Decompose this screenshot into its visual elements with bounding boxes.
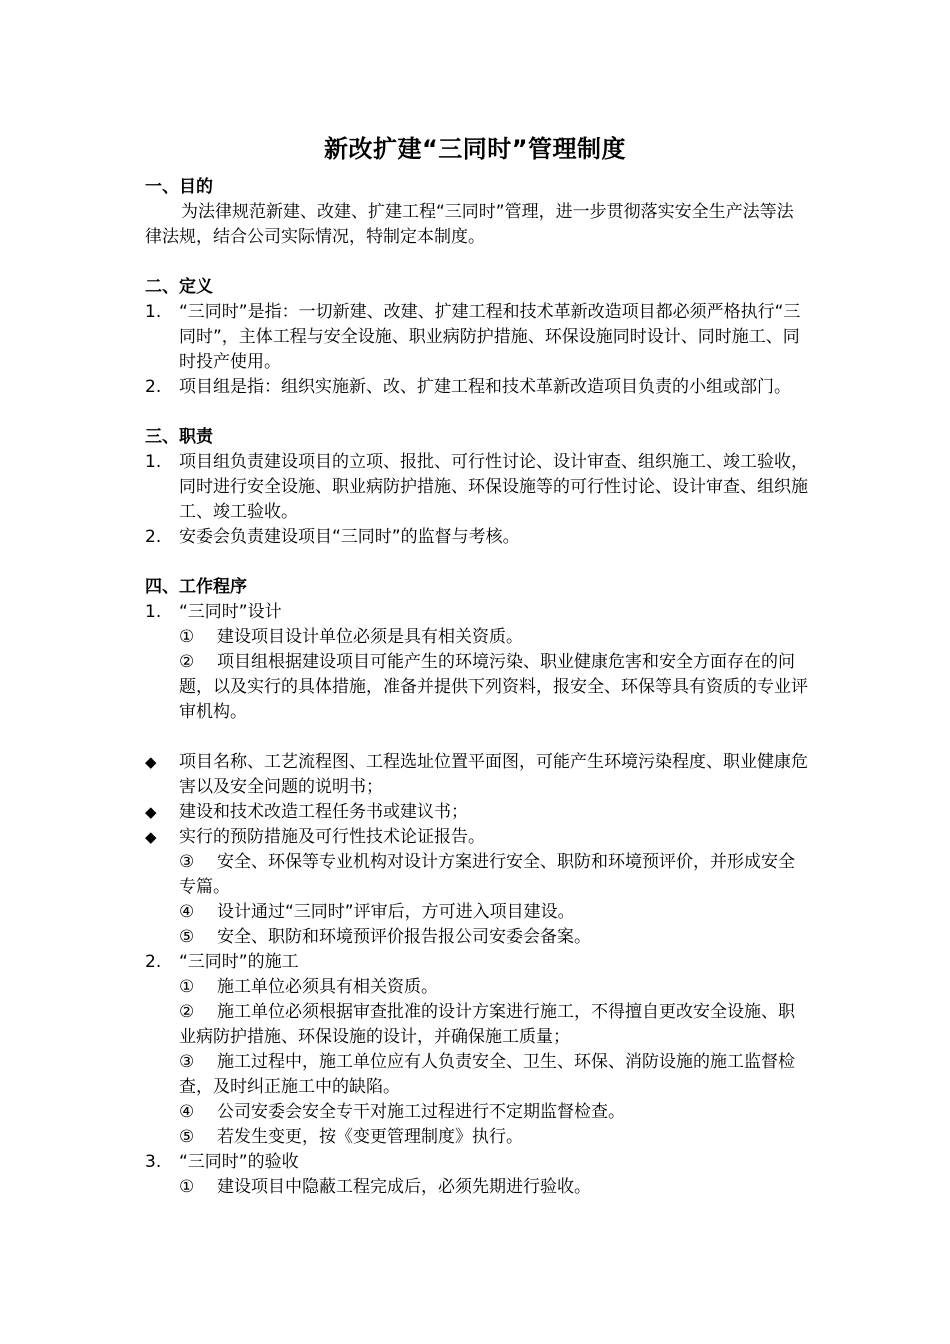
sub-item-marker: ③ [179, 1052, 195, 1072]
spacer [145, 725, 810, 750]
section-heading-responsibility: 三、职责 [145, 427, 213, 447]
bullet-text: 项目名称、工艺流程图、工程选址位置平面图，可能产生环境污染程度、职业健康危害以及安全问题的说明书； [179, 752, 808, 797]
sub-item [145, 850, 810, 900]
sub-item [145, 1175, 810, 1200]
sub-item-text: 施工过程中，施工单位应有人负责安全、卫生、环保、消防设施的施工监督检查，及时纠正施工中的缺陷。 [179, 1052, 795, 1097]
sub-item [145, 1050, 810, 1100]
bullet-item [145, 825, 810, 850]
sub-item-marker: ⑤ [179, 1127, 195, 1147]
sub-item-marker: ④ [179, 902, 195, 922]
item-text: “三同时”的验收 [179, 1152, 299, 1172]
sub-item-text: 安全、环保等专业机构对设计方案进行安全、职防和环境预评价，并形成安全专篇。 [179, 852, 795, 897]
document-title: 新改扩建“三同时”管理制度 [323, 135, 627, 163]
item-number: 2. [145, 377, 162, 397]
procedure-item-construction [145, 950, 810, 975]
sub-item-marker: ① [179, 977, 195, 997]
sub-item-marker: ⑤ [179, 927, 195, 947]
item-number: 2. [145, 527, 162, 547]
purpose-paragraph: 为法律规范新建、改建、扩建工程“三同时”管理，进一步贯彻落实安全生产法等法律法规，结合公司实际情况，特制定本制度。 [145, 202, 794, 247]
sub-item-marker: ③ [179, 852, 195, 872]
sub-item [145, 900, 810, 925]
section-heading-procedure: 四、工作程序 [145, 577, 247, 597]
bullet-text: 建设和技术改造工程任务书或建议书； [179, 802, 468, 822]
definition-item [145, 300, 810, 375]
definition-item [145, 375, 810, 400]
diamond-bullet-icon: ◆ [145, 753, 157, 771]
sub-item [145, 1125, 810, 1150]
diamond-bullet-icon: ◆ [145, 828, 157, 846]
procedure-item-acceptance [145, 1150, 810, 1175]
bullet-text: 实行的预防措施及可行性技术论证报告。 [179, 827, 485, 847]
item-number: 1. [145, 302, 162, 322]
sub-item-text: 安全、职防和环境预评价报告报公司安委会备案。 [217, 927, 591, 947]
item-text: 安委会负责建设项目“三同时”的监督与考核。 [179, 527, 520, 547]
sub-item-text: 项目组根据建设项目可能产生的环境污染、职业健康危害和安全方面存在的问题，以及实行的具体措施，准备并提供下列资料，报安全、环保等具有资质的专业评审机构。 [179, 652, 808, 722]
sub-item-marker: ① [179, 1177, 195, 1197]
section-heading-definition: 二、定义 [145, 277, 213, 297]
item-text: “三同时”的施工 [179, 952, 299, 972]
sub-item-text: 设计通过“三同时”评审后，方可进入项目建设。 [217, 902, 575, 922]
sub-item [145, 1100, 810, 1125]
bullet-item [145, 800, 810, 825]
spacer [145, 400, 810, 425]
sub-item-text: 公司安委会安全专干对施工过程进行不定期监督检查。 [217, 1102, 625, 1122]
responsibility-item [145, 525, 810, 550]
sub-item-marker: ④ [179, 1102, 195, 1122]
sub-item-marker: ② [179, 652, 195, 672]
item-text: “三同时”是指：一切新建、改建、扩建工程和技术革新改造项目都必须严格执行“三同时”，主体工程与安全设施、职业病防护措施、环保设施同时设计、同时施工、同时投产使用。 [179, 302, 801, 372]
spacer [145, 550, 810, 575]
item-number: 1. [145, 452, 162, 472]
item-number: 2. [145, 952, 162, 972]
item-text: 项目组负责建设项目的立项、报批、可行性讨论、设计审查、组织施工、竣工验收，同时进行安全设施、职业病防护措施、环保设施等的可行性讨论、设计审查、组织施工、竣工验收。 [179, 452, 808, 522]
sub-item [145, 1000, 810, 1050]
sub-item-marker: ② [179, 1002, 195, 1022]
item-number: 3. [145, 1152, 162, 1172]
sub-item-text: 施工单位必须具有相关资质。 [217, 977, 438, 997]
document-body [145, 175, 810, 1200]
bullet-item [145, 750, 810, 800]
item-text: 项目组是指：组织实施新、改、扩建工程和技术革新改造项目负责的小组或部门。 [179, 377, 791, 397]
item-text: “三同时”设计 [179, 602, 282, 622]
sub-item [145, 650, 810, 725]
sub-item-marker: ① [179, 627, 195, 647]
section-heading-purpose: 一、目的 [145, 177, 213, 197]
sub-item [145, 975, 810, 1000]
procedure-item-design [145, 600, 810, 625]
responsibility-item [145, 450, 810, 525]
sub-item-text: 施工单位必须根据审查批准的设计方案进行施工，不得擅自更改安全设施、职业病防护措施、环保设施的设计，并确保施工质量； [179, 1002, 795, 1047]
sub-item-text: 建设项目中隐蔽工程完成后，必须先期进行验收。 [217, 1177, 591, 1197]
item-number: 1. [145, 602, 162, 622]
sub-item [145, 925, 810, 950]
sub-item-text: 建设项目设计单位必须是具有相关资质。 [217, 627, 523, 647]
diamond-bullet-icon: ◆ [145, 803, 157, 821]
spacer [145, 250, 810, 275]
sub-item-text: 若发生变更，按《变更管理制度》执行。 [217, 1127, 523, 1147]
sub-item [145, 625, 810, 650]
